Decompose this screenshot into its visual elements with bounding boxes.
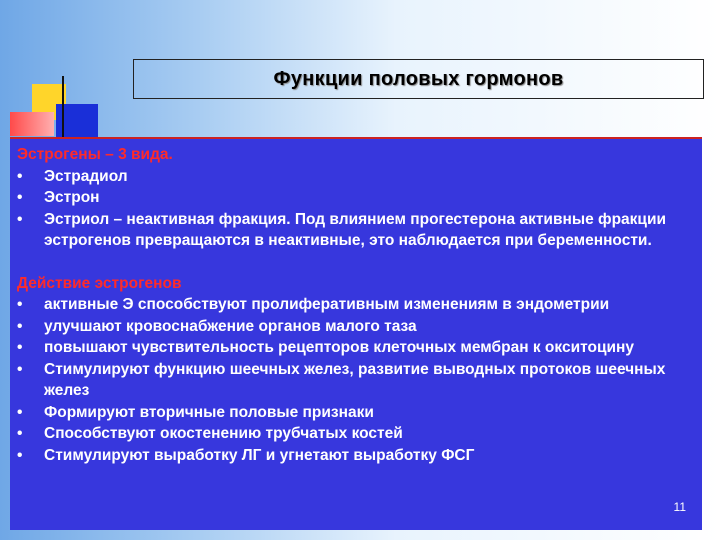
list-item-text: Эстриол – неактивная фракция. Под влиянием прогестерона активные фракции эстрогенов превращаются в неактивные, это наблюдается при беременности. (44, 210, 667, 249)
bullet: • (17, 339, 23, 356)
list-item (17, 166, 694, 188)
page-number: 11 (673, 499, 686, 514)
bullet: • (17, 189, 23, 206)
list-item (17, 359, 694, 402)
list-item-text: Эстрон (44, 189, 100, 206)
decor-vertical-line (62, 76, 64, 146)
list-item-text: Стимулируют выработку ЛГ и угнетают выработку ФСГ (44, 446, 475, 464)
content-panel (10, 139, 702, 530)
list-item-text: повышают чувствительность рецепторов клеточных мембран к окситоцину (44, 339, 634, 356)
list-item (17, 209, 694, 252)
list-item (17, 316, 694, 338)
bullet: • (17, 403, 23, 421)
bullet: • (17, 296, 23, 313)
section-heading-estrogens: Эстрогены – 3 вида. (17, 146, 173, 163)
list-item (17, 337, 694, 359)
bullet: • (17, 210, 23, 228)
slide-title: Функции половых гормонов (273, 67, 564, 90)
list-item-text: Эстрадиол (44, 167, 128, 185)
list-item (17, 423, 694, 445)
title-frame (133, 59, 704, 99)
bullet: • (17, 446, 23, 464)
list-item-text: Формируют вторичные половые признаки (44, 403, 374, 421)
list-item (17, 294, 694, 316)
list-item-text: Способствуют окостенению трубчатых костей (44, 425, 403, 442)
decor-red-bar (10, 112, 54, 136)
bullet: • (17, 360, 23, 378)
section-heading-estrogen-action: Действие эстрогенов (17, 274, 182, 292)
bullet: • (17, 317, 23, 335)
bullet: • (17, 167, 23, 185)
bullet: • (17, 425, 23, 442)
list-item-text: активные Э способствуют пролиферативным изменениям в эндометрии (44, 296, 610, 313)
list-item (17, 187, 694, 209)
list-item (17, 445, 694, 467)
section-spacer (17, 252, 694, 273)
list-item (17, 402, 694, 424)
list-item-text: Стимулируют функцию шеечных желез, развитие выводных протоков шеечных желез (44, 360, 666, 399)
list-item-text: улучшают кровоснабжение органов малого таза (44, 317, 417, 335)
